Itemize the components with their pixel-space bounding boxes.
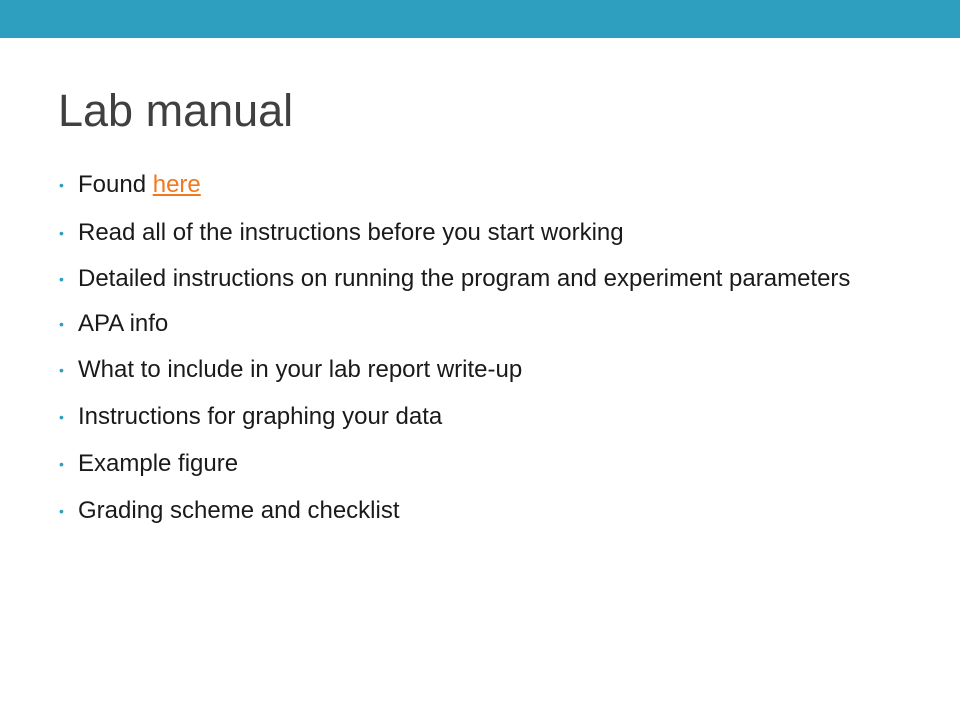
bullet-list	[58, 170, 918, 526]
bullet-text: Read all of the instructions before you start working	[78, 219, 624, 246]
bullet-dot-icon: •	[59, 503, 64, 519]
bullet-item-example-figure	[58, 449, 918, 479]
bullet-text: Grading scheme and checklist	[78, 497, 400, 524]
bullet-item-apa-info	[58, 309, 918, 339]
bullet-item-graphing	[58, 402, 918, 432]
slide-title: Lab manual	[58, 85, 294, 136]
here-link[interactable]: here	[152, 171, 201, 198]
bullet-text: Example figure	[78, 450, 239, 477]
bullet-dot-icon: •	[59, 316, 64, 332]
bullet-text: APA info	[78, 310, 169, 337]
bullet-dot-icon: •	[59, 456, 64, 472]
bullet-dot-icon: •	[59, 225, 64, 241]
bullet-item-grading	[58, 496, 918, 526]
bullet-item-found	[58, 170, 918, 200]
bullet-text: Instructions for graphing your data	[78, 403, 443, 430]
bullet-item-detailed-instructions	[58, 264, 918, 294]
bullet-text: Found	[78, 171, 153, 198]
bullet-dot-icon: •	[59, 271, 64, 287]
bullet-item-read-instructions	[58, 218, 918, 248]
bullet-item-lab-report	[58, 355, 918, 385]
bullet-dot-icon: •	[59, 177, 64, 193]
bullet-text: Detailed instructions on running the program and experiment parameters	[78, 265, 851, 292]
header-accent-bar	[0, 0, 960, 38]
bullet-text: What to include in your lab report write-up	[78, 356, 523, 383]
bullet-dot-icon: •	[59, 362, 64, 378]
bullet-dot-icon: •	[59, 409, 64, 425]
